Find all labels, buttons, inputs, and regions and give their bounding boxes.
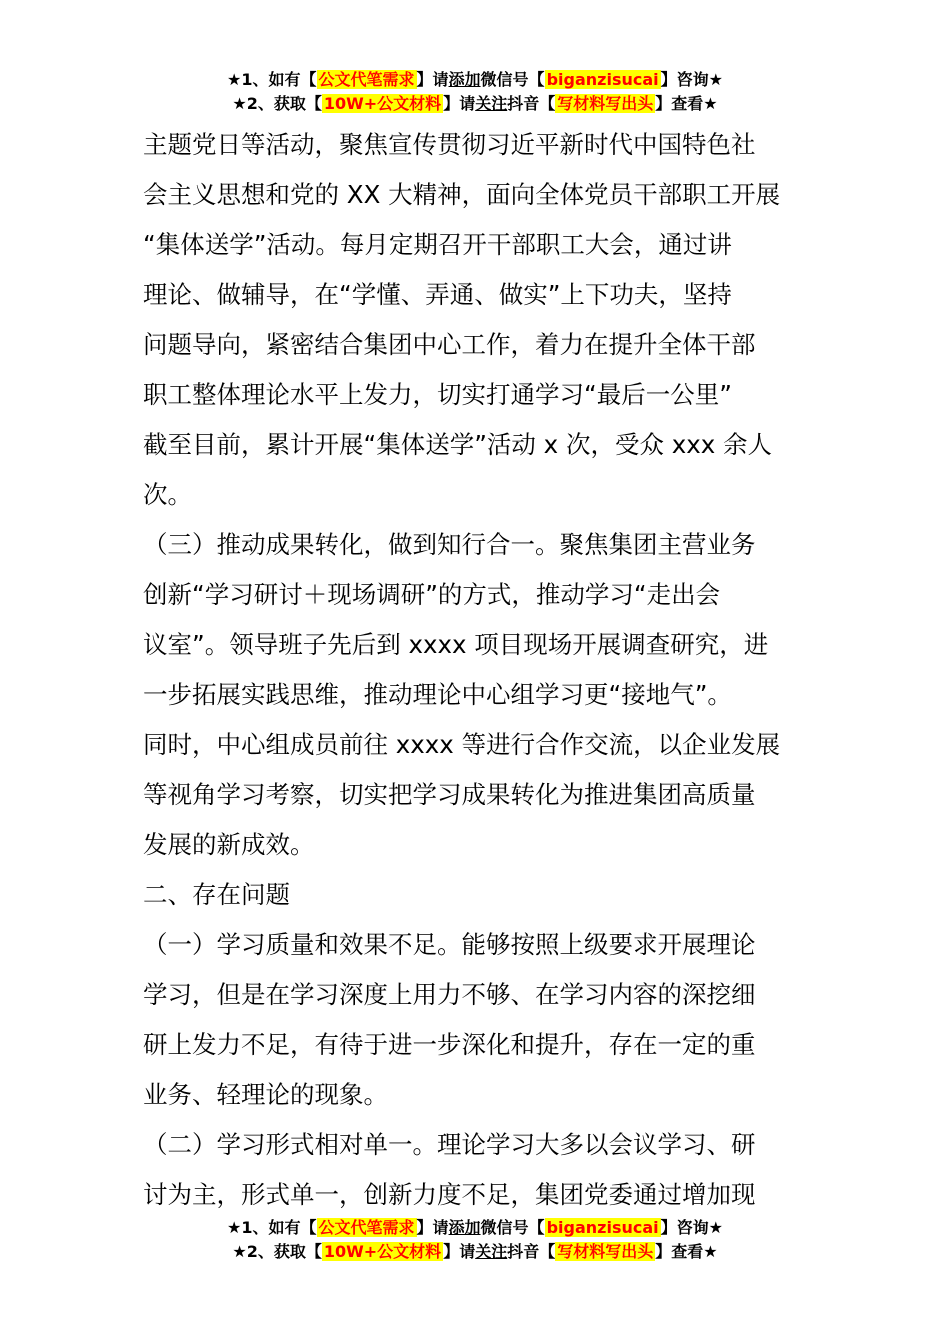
text-line: 发展的新成效。 xyxy=(143,830,315,859)
footer-banner xyxy=(0,1216,950,1264)
text-line: （三）推动成果转化，做到知行合一。聚焦集团主营业务 xyxy=(143,530,756,559)
banner-line-2: ★2、获取【 10W+公文材料 】请关注抖音【 写材料写出头 】查看★ xyxy=(232,94,718,113)
text-line: 学习，但是在学习深度上用力不够、在学习内容的深挖细 xyxy=(143,980,756,1009)
text-line: 主题党日等活动，聚焦宣传贯彻习近平新时代中国特色社 xyxy=(143,130,756,159)
text-line: 次。 xyxy=(143,480,192,509)
highlight-materials: 10W+公文材料 xyxy=(323,94,442,113)
text-line: （二）学习形式相对单一。理论学习大多以会议学习、研 xyxy=(143,1130,756,1159)
text-line: 创新“学习研讨＋现场调研”的方式，推动学习“走出会 xyxy=(143,580,721,609)
text-line: 一步拓展实践思维，推动理论中心组学习更“接地气”。 xyxy=(143,680,732,709)
text-line: （一）学习质量和效果不足。能够按照上级要求开展理论 xyxy=(143,930,756,959)
text-line: 研上发力不足，有待于进一步深化和提升，存在一定的重 xyxy=(143,1030,756,1059)
text-line: “集体送学”活动。每月定期召开干部职工大会，通过讲 xyxy=(143,230,732,259)
text-line: 讨为主，形式单一，创新力度不足，集团党委通过增加现 xyxy=(143,1180,756,1209)
text-line: 等视角学习考察，切实把学习成果转化为推进集团高质量 xyxy=(143,780,756,809)
banner-line-1: ★1、如有【 公文代笔需求 】请添加微信号【 biganzisucai 】咨询★ xyxy=(227,70,723,89)
text-line: 职工整体理论水平上发力，切实打通学习“最后一公里” xyxy=(143,380,732,409)
highlight-douyin: 写材料写出头 xyxy=(557,94,654,113)
text-line: 议室”。领导班子先后到 xxxx 项目现场开展调查研究，进 xyxy=(143,630,769,659)
text-line: 会主义思想和党的 XX 大精神，面向全体党员干部职工开展 xyxy=(143,180,781,209)
header-banner xyxy=(0,68,950,116)
highlight-wechat-id: biganzisucai xyxy=(546,1218,659,1237)
text-line: 问题导向，紧密结合集团中心工作，着力在提升全体干部 xyxy=(143,330,756,359)
section-heading: 二、存在问题 xyxy=(143,880,290,909)
text-line: 截至目前，累计开展“集体送学”活动 x 次，受众 xxx 余人 xyxy=(143,430,773,459)
text-line: 同时，中心组成员前往 xxxx 等进行合作交流，以企业发展 xyxy=(143,730,781,759)
highlight-service: 公文代笔需求 xyxy=(318,70,415,89)
highlight-service: 公文代笔需求 xyxy=(318,1218,415,1237)
banner-line-2: ★2、获取【 10W+公文材料 】请关注抖音【 写材料写出头 】查看★ xyxy=(232,1242,718,1261)
text-line: 理论、做辅导，在“学懂、弄通、做实”上下功夫，坚持 xyxy=(143,280,732,309)
highlight-materials: 10W+公文材料 xyxy=(323,1242,442,1261)
highlight-wechat-id: biganzisucai xyxy=(546,70,659,89)
banner-line-1: ★1、如有【 公文代笔需求 】请添加微信号【 biganzisucai 】咨询★ xyxy=(227,1218,723,1237)
text-line: 业务、轻理论的现象。 xyxy=(143,1080,388,1109)
document-body xyxy=(143,120,809,1220)
highlight-douyin: 写材料写出头 xyxy=(557,1242,654,1261)
